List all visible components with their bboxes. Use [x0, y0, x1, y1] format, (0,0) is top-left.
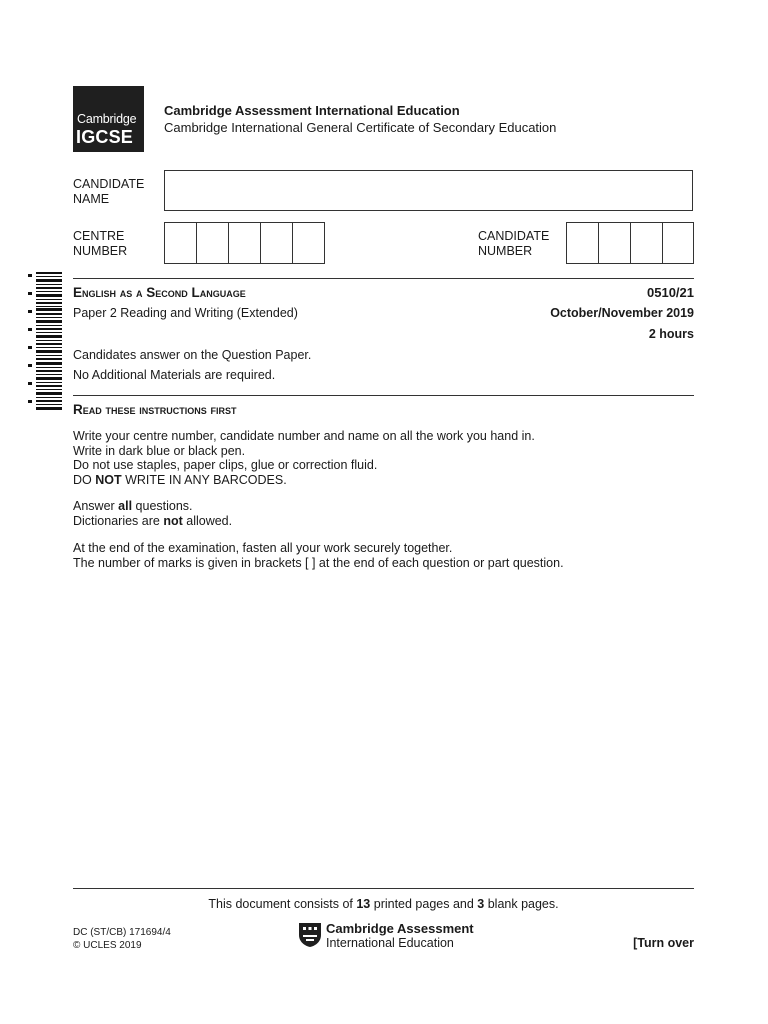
divider — [73, 278, 694, 279]
centre-number-cell[interactable] — [165, 223, 197, 263]
candidate-number-cell[interactable] — [567, 223, 599, 263]
candidate-number-cell[interactable] — [663, 223, 693, 263]
centre-number-boxes[interactable] — [164, 222, 325, 264]
logo-line1: Cambridge — [77, 112, 137, 126]
candidate-name-field[interactable] — [164, 170, 693, 211]
materials-line-1: Candidates answer on the Question Paper. — [73, 348, 312, 362]
barcode-warning: DO NOT WRITE IN ANY BARCODES. — [73, 472, 287, 487]
cambridge-shield-icon — [298, 922, 322, 948]
cambridge-assessment-logo-text: Cambridge Assessment International Education — [326, 921, 474, 950]
exam-duration: 2 hours — [648, 327, 694, 341]
paper-code: 0510/21 — [647, 285, 694, 300]
candidate-name-label: CANDIDATE NAME — [73, 177, 145, 206]
candidate-number-boxes[interactable] — [566, 222, 694, 264]
centre-number-cell[interactable] — [261, 223, 293, 263]
exam-session: October/November 2019 — [550, 306, 694, 320]
turn-over-label: [Turn over — [633, 936, 694, 950]
cambridge-igcse-logo — [73, 86, 144, 152]
org-subtitle: Cambridge International General Certificate of Secondary Education — [164, 120, 557, 135]
barcode-image — [28, 272, 62, 410]
instructions-block-1: Write your centre number, candidate number and name on all the work you hand in. Write in dark blue or black pen. Do not use staples, paper clips, glue or correction fluid. DO NOT WRITE IN ANY BARCODES. — [73, 429, 535, 487]
org-title: Cambridge Assessment International Education — [164, 103, 460, 118]
centre-number-label: CENTRE NUMBER — [73, 229, 128, 258]
footer-divider — [73, 888, 694, 889]
copyright: © UCLES 2019 — [73, 940, 142, 951]
instructions-block-3: At the end of the examination, fasten all your work securely together. The number of marks is given in brackets [ ] at the end of each question or part question. — [73, 541, 564, 570]
candidate-number-cell[interactable] — [631, 223, 663, 263]
instructions-heading: Read these instructions first — [73, 402, 237, 417]
divider — [73, 395, 694, 396]
logo-line2: IGCSE — [76, 127, 134, 147]
materials-line-2: No Additional Materials are required. — [73, 368, 276, 382]
page-count-statement: This document consists of 13 printed pages and 3 blank pages. — [208, 897, 559, 911]
document-code: DC (ST/CB) 171694/4 — [73, 927, 171, 938]
centre-number-cell[interactable] — [293, 223, 324, 263]
candidate-number-label: CANDIDATE NUMBER — [478, 229, 550, 258]
instructions-block-2: Answer all questions. Dictionaries are not allowed. — [73, 499, 233, 528]
paper-title: Paper 2 Reading and Writing (Extended) — [73, 306, 298, 320]
candidate-number-cell[interactable] — [599, 223, 631, 263]
footer-codes — [73, 926, 171, 952]
centre-number-cell[interactable] — [197, 223, 229, 263]
centre-number-cell[interactable] — [229, 223, 261, 263]
subject-title: English as a Second Language — [73, 285, 246, 300]
